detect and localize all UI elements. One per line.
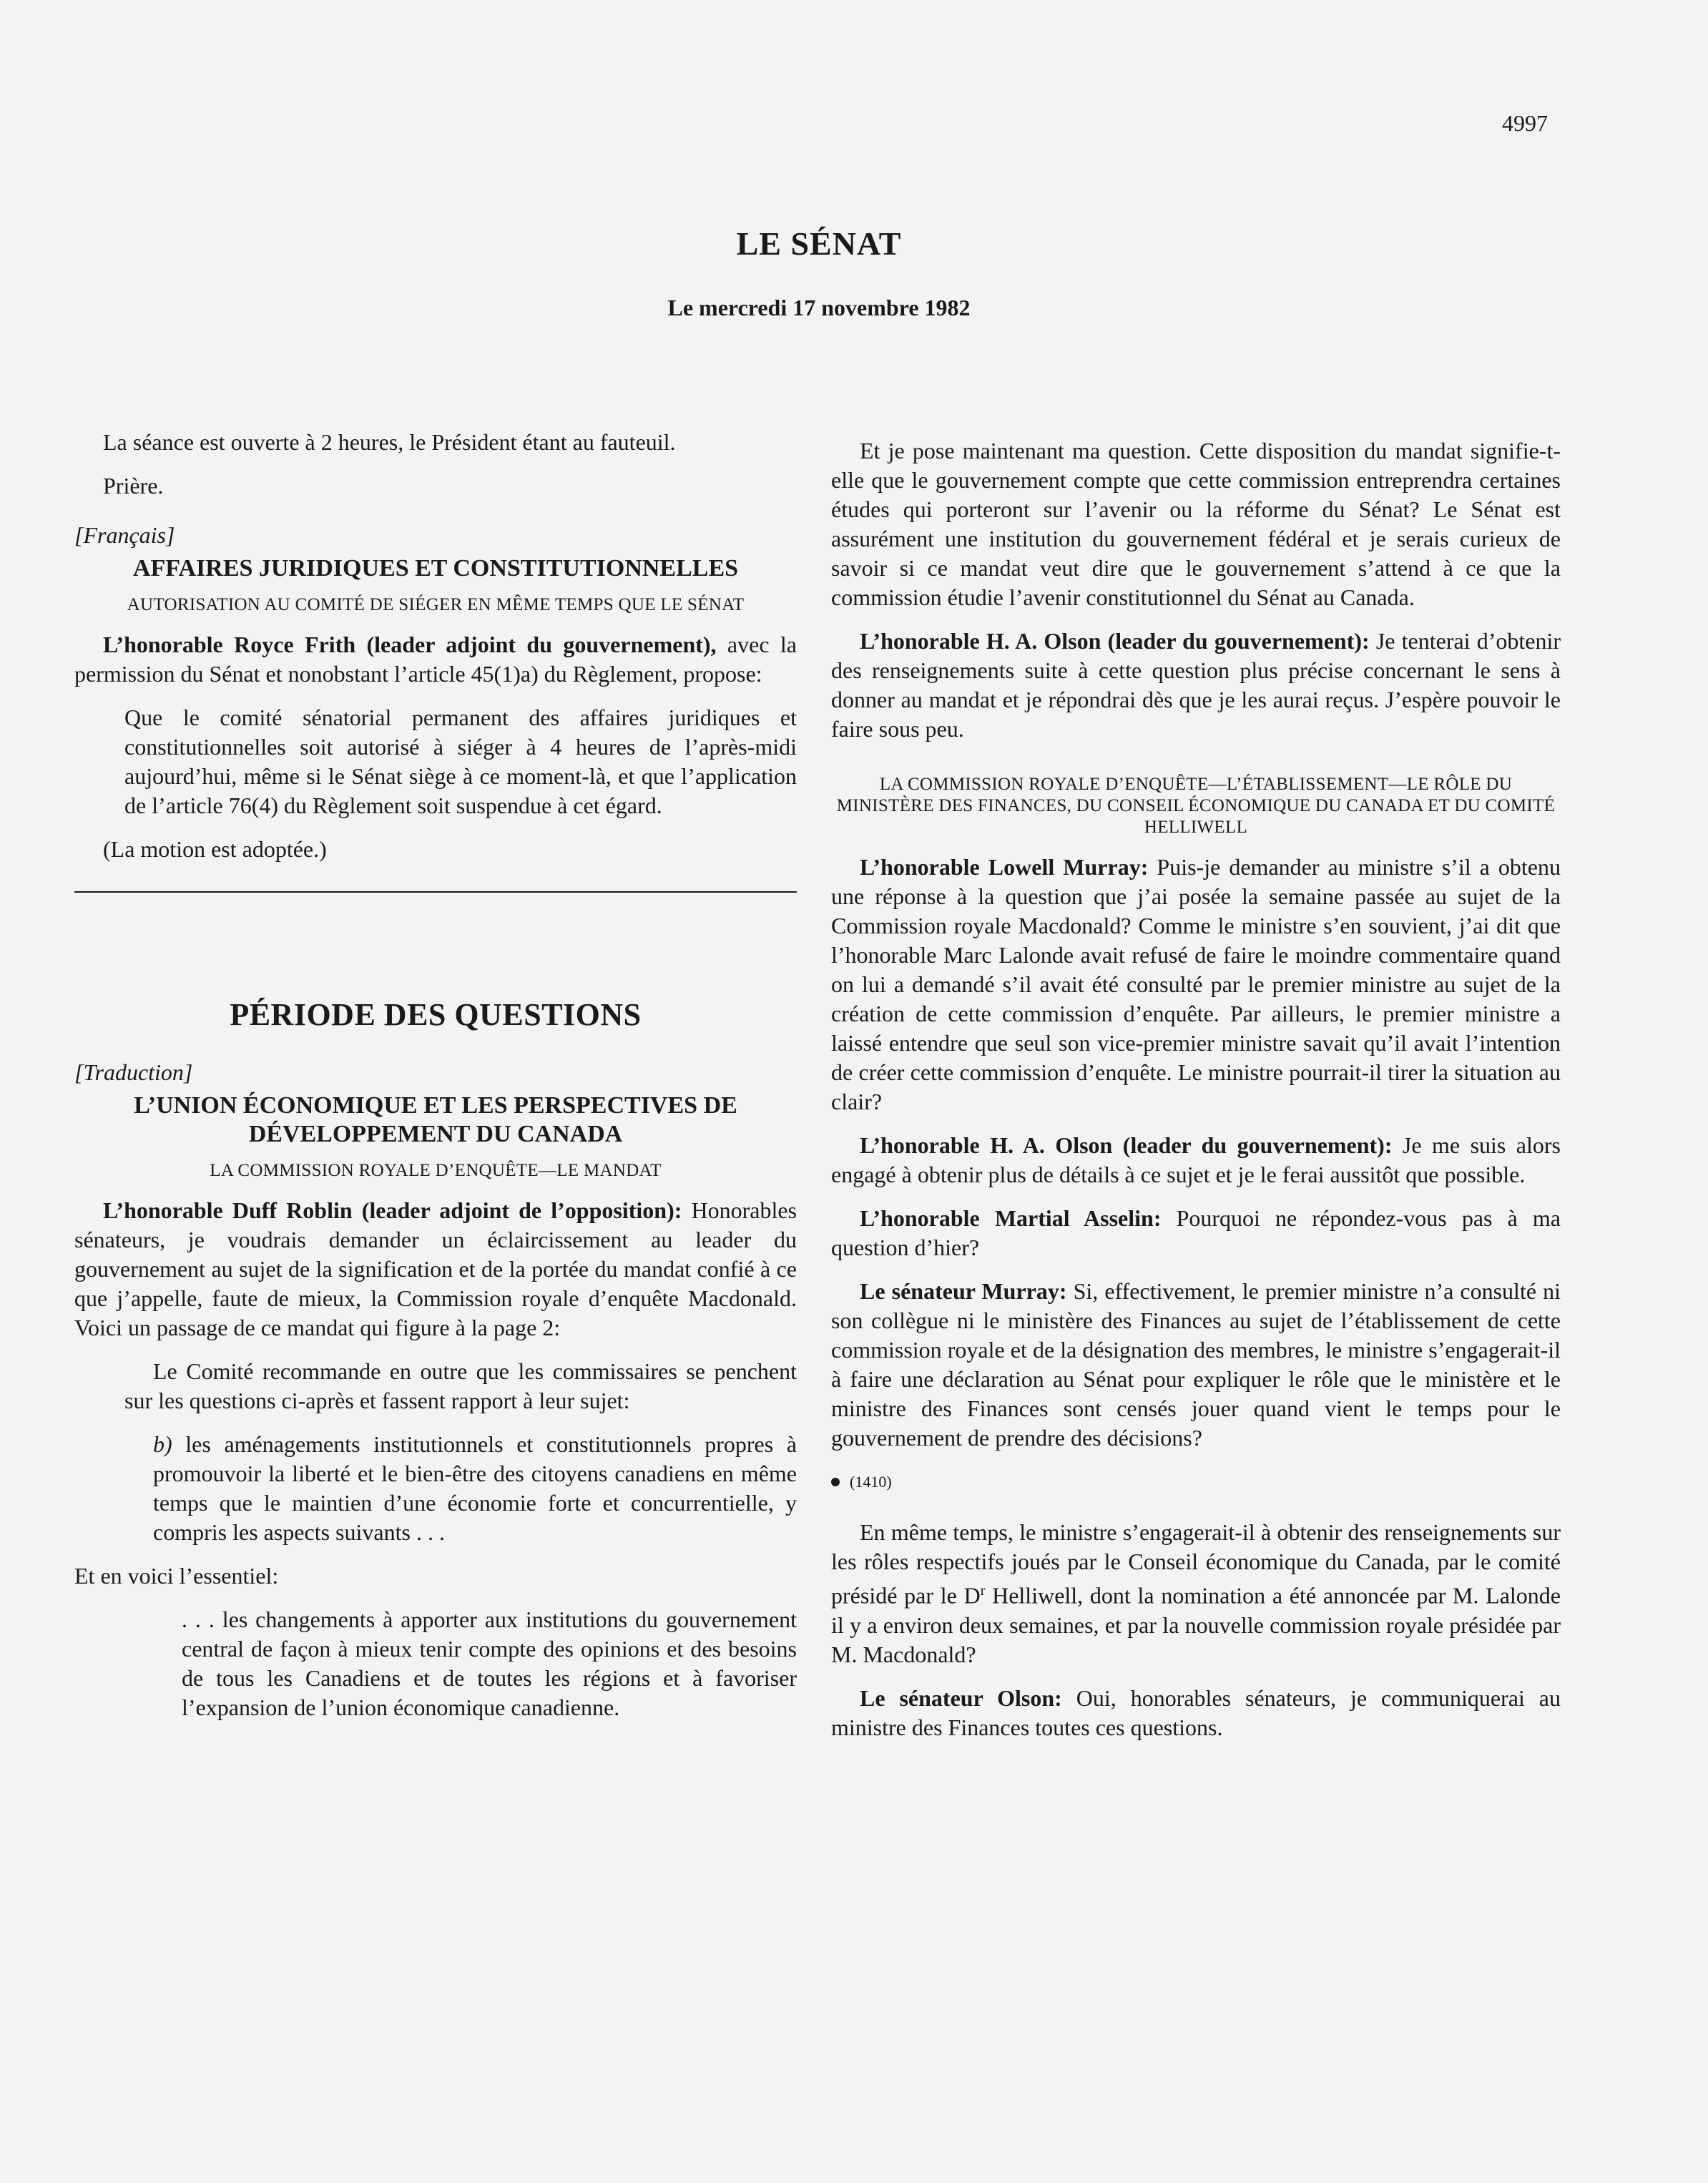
mandate-quote-1: Le Comité recommande en outre que les commissaires se penchent sur les questions ci-après et fassent rapport à leur sujet: bbox=[124, 1358, 797, 1413]
olson-answer-1 bbox=[831, 627, 1561, 744]
motion-adopted: (La motion est adoptée.) bbox=[103, 836, 327, 862]
murray-text-2: Si, effectivement, le premier ministre n’a consulté ni son collègue ni le ministère des Finances au sujet de l’établissement de cette commission royale et de la désignation des membres, le ministre s’engagerait-il à faire une déclaration au Sénat pour expliquer le rôle que le ministère et le ministre des Finances sont censés jouer quand vient le temps pour le gouvernement de prendre des décisions? bbox=[831, 1278, 1561, 1451]
section-heading-legal-affairs: AFFAIRES JURIDIQUES ET CONSTITUTIONNELLES bbox=[132, 555, 739, 582]
language-tag-french: [Français] bbox=[74, 522, 175, 548]
followup-superscript: r bbox=[980, 1583, 986, 1599]
murray-question-2 bbox=[831, 1277, 1561, 1453]
subheading-royal-commission-mandate: LA COMMISSION ROYALE D’ENQUÊTE—LE MANDAT bbox=[210, 1161, 662, 1180]
murray-followup bbox=[831, 1518, 1561, 1669]
olson-text-2: Je me suis alors engagé à obtenir plus de détails à ce sujet et je le ferai aussitôt que possible. bbox=[831, 1132, 1561, 1187]
time-marker-text: (1410) bbox=[850, 1473, 892, 1491]
olson-text-3: Oui, honorables sénateurs, je communiquerai au ministre des Finances toutes ces questions. bbox=[831, 1684, 1561, 1740]
roblin-paragraph bbox=[74, 1196, 797, 1343]
language-tag-translation: [Traduction] bbox=[74, 1059, 193, 1085]
quote-2-text: les aménagements institutionnels et constitutionnels propres à promouvoir la liberté et le bien-être des citoyens canadiens en même temps que le maintien d’une économie forte et concurrentielle, y compris les aspects suivants . . . bbox=[153, 1431, 797, 1545]
bullet-icon bbox=[831, 1478, 840, 1486]
page-title: LE SÉNAT bbox=[736, 225, 902, 262]
frith-motion-paragraph bbox=[74, 630, 797, 689]
quote-letter-b: b) bbox=[153, 1431, 172, 1457]
speaker-olson-2: L’honorable H. A. Olson (leader du gouvernement): bbox=[860, 1132, 1393, 1158]
right-column bbox=[831, 436, 1561, 1742]
prayer-line: Prière. bbox=[103, 473, 164, 499]
question-paragraph: Et je pose maintenant ma question. Cette disposition du mandat signifie-t-elle que le gouvernement compte que cette commission entreprendra certaines études qui porteront sur l’avenir ou la réforme du Sénat? Le Sénat est assurément une institution du gouvernement fédéral et je serais curieux de savoir si ce mandat veut dire que le gouvernement s’attend à ce que la commission étudie l’avenir constitutionnel du Sénat au Canada. bbox=[831, 438, 1561, 610]
speaker-murray-2: Le sénateur Murray: bbox=[860, 1278, 1067, 1304]
speaker-asselin: L’honorable Martial Asselin: bbox=[860, 1205, 1162, 1231]
murray-question-1 bbox=[831, 853, 1561, 1117]
page-number: 4997 bbox=[1502, 110, 1548, 136]
subheading-committee-authorization: AUTORISATION AU COMITÉ DE SIÉGER EN MÊME TEMPS QUE LE SÉNAT bbox=[127, 595, 745, 614]
mandate-quote-3: . . . les changements à apporter aux institutions du gouvernement central de façon à mieux tenir compte des opinions et des besoins de tous les Canadiens et de toutes les régions et à favoriser l’expansion de l’union économique canadienne. bbox=[182, 1606, 797, 1720]
olson-answer-3 bbox=[831, 1684, 1561, 1742]
section-divider bbox=[74, 891, 797, 893]
left-column bbox=[74, 428, 797, 1722]
mandate-quote-2 bbox=[74, 1430, 797, 1547]
speaker-olson-3: Le sénateur Olson: bbox=[860, 1684, 1062, 1711]
olson-text-1: Je tenterai d’obtenir des renseignements suite à cette question plus précise concernant le sens à donner au mandat et je répondrai dès que je les aurai reçus. J’espère pouvoir le faire sous peu. bbox=[831, 628, 1561, 742]
subheading-commission-finance-role: LA COMMISSION ROYALE D’ENQUÊTE—L’ÉTABLISSEMENT—LE RÔLE DU MINISTÈRE DES FINANCES, DU CONSEIL ÉCONOMIQUE DU CANADA ET DU COMITÉ HELLIWELL bbox=[836, 775, 1556, 837]
time-marker bbox=[831, 1467, 1561, 1496]
asselin-question bbox=[831, 1204, 1561, 1262]
section-heading-economic-union: L’UNION ÉCONOMIQUE ET LES PERSPECTIVES DE DÉVELOPPEMENT DU CANADA bbox=[134, 1092, 737, 1147]
essentiel-line: Et en voici l’essentiel: bbox=[74, 1563, 279, 1589]
sitting-date: Le mercredi 17 novembre 1982 bbox=[667, 295, 971, 320]
olson-answer-2 bbox=[831, 1131, 1561, 1189]
followup-text-b: Helliwell, dont la nomination a été annoncée par M. Lalonde il y a environ deux semaines, et par la nouvelle commission royale présidée par M. Macdonald? bbox=[831, 1582, 1561, 1667]
speaker-murray: L’honorable Lowell Murray: bbox=[860, 854, 1149, 880]
speaker-frith: L’honorable Royce Frith (leader adjoint du gouvernement), bbox=[103, 632, 717, 657]
motion-text: Que le comité sénatorial permanent des affaires juridiques et constitutionnelles soit autorisé à siéger à 4 heures de l’après-midi aujourd’hui, même si le Sénat siège à ce moment-là, et que l’application de l’article 76(4) du Règlement soit suspendue à cet égard. bbox=[124, 705, 797, 818]
opening-paragraph: La séance est ouverte à 2 heures, le Président étant au fauteuil. bbox=[103, 429, 676, 455]
speaker-roblin: L’honorable Duff Roblin (leader adjoint de l’opposition): bbox=[103, 1197, 682, 1223]
murray-text-1: Puis-je demander au ministre s’il a obtenu une réponse à la question que j’ai posée la semaine passée au sujet de la Commission royale Macdonald? Comme le ministre s’en souvient, j’ai dit que l’honorable Marc Lalonde avait refusé de faire le moindre commentaire quand on lui a demandé s’il avait été consulté par le premier ministre au sujet de la création de cette commission d’enquête. Par ailleurs, le premier ministre a laissé entendre que seul son vice-premier ministre savait qu’il avait l’intention de créer cette commission d’enquête. Le ministre pourrait-il tirer la situation au clair? bbox=[831, 854, 1561, 1114]
section-heading-question-period: PÉRIODE DES QUESTIONS bbox=[230, 997, 642, 1032]
roblin-text: Honorables sénateurs, je voudrais demander un éclaircissement au leader du gouvernement au sujet de la signification et de la portée du mandat confié à ce que j’appelle, faute de mieux, la Commission royale d’enquête Macdonald. Voici un passage de ce mandat qui figure à la page 2: bbox=[74, 1197, 797, 1340]
asselin-text: Pourquoi ne répondez-vous pas à ma question d’hier? bbox=[831, 1205, 1561, 1260]
frith-text: avec la permission du Sénat et nonobstant l’article 45(1)a) du Règlement, propose: bbox=[74, 632, 797, 687]
speaker-olson: L’honorable H. A. Olson (leader du gouvernement): bbox=[860, 628, 1370, 654]
followup-text-a: En même temps, le ministre s’engagerait-il à obtenir des renseignements sur les rôles respectifs joués par le Conseil économique du Canada, par le comité présidé par le D bbox=[831, 1519, 1561, 1609]
